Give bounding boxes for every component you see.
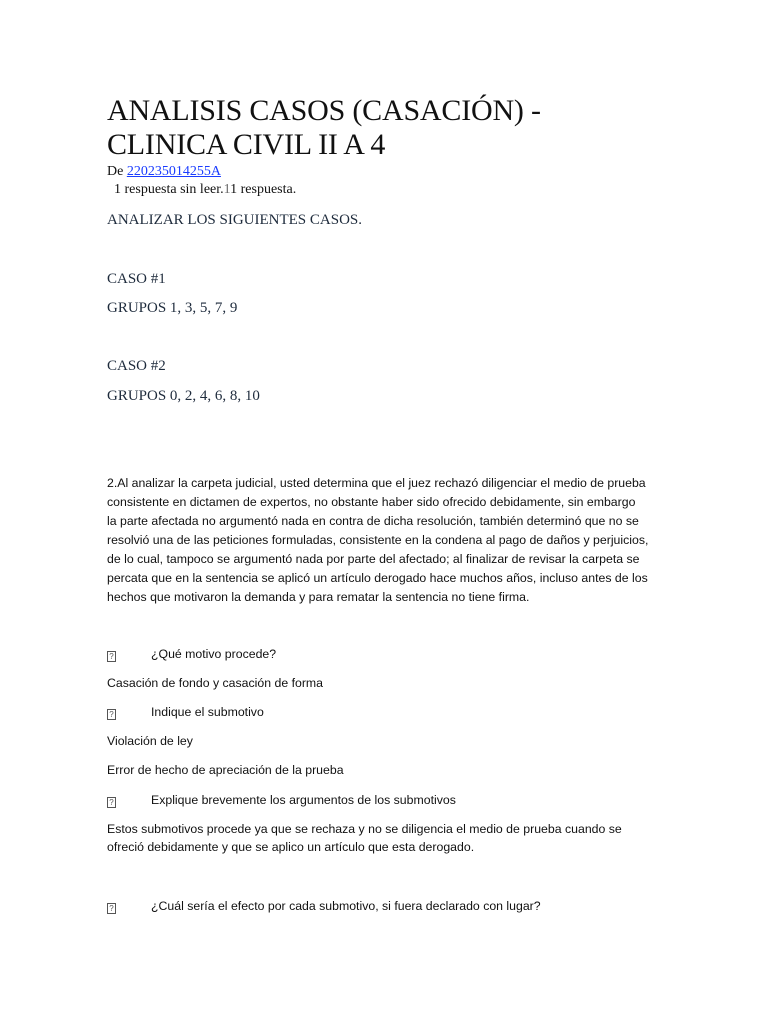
question-2-text: Indique el submotivo [151, 705, 264, 719]
case-paragraph [107, 474, 667, 607]
answer-2-item-2: Error de hecho de apreciación de la prueba [107, 763, 344, 777]
paragraph-line: resolvió una de las peticiones formuladas, consistente en la condena al pago de daños y perjuicios, [107, 533, 649, 547]
question-1 [107, 647, 277, 662]
instruction-text: ANALIZAR LOS SIGUIENTES CASOS. [107, 212, 363, 228]
unread-text: 1 respuesta sin leer. [114, 182, 224, 197]
paragraph-line: hechos que motivaron la demanda y para rematar la sentencia no tiene firma. [107, 590, 530, 604]
unread-count: 1 [223, 182, 231, 197]
question-3 [107, 793, 456, 808]
bullet-icon: ? [107, 903, 116, 914]
question-2 [107, 705, 264, 720]
question-3-text: Explique brevemente los argumentos de los submotivos [151, 793, 456, 807]
byline-prefix: De [107, 164, 124, 179]
bullet-icon: ? [107, 709, 116, 720]
case-2-groups: GRUPOS 0, 2, 4, 6, 8, 10 [107, 388, 260, 404]
answer-3-line-2: ofreció debidamente y que se aplico un artículo que esta derogado. [107, 840, 475, 854]
document-title-line-1: ANALISIS CASOS (CASACIÓN) - [107, 94, 541, 127]
paragraph-line: la parte afectada no argumentó nada en contra de dicha resolución, también determinó que no se [107, 514, 639, 528]
answer-3-line-1: Estos submotivos procede ya que se rechaza y no se diligencia el medio de prueba cuando se [107, 822, 622, 836]
paragraph-line: de lo cual, tampoco se argumentó nada por parte del afectado; al finalizar de revisar la carpeta se [107, 552, 640, 566]
question-1-text: ¿Qué motivo procede? [151, 647, 277, 661]
case-1-groups: GRUPOS 1, 3, 5, 7, 9 [107, 300, 238, 316]
question-4 [107, 899, 541, 914]
paragraph-line: percata que en la sentencia se aplicó un artículo derogado hace muchos años, incluso antes de los [107, 571, 648, 585]
case-2-label: CASO #2 [107, 358, 166, 374]
paragraph-line: 2.Al analizar la carpeta judicial, usted determina que el juez rechazó diligenciar el medio de prueba [107, 476, 646, 490]
author-link[interactable]: 220235014255A [126, 164, 221, 179]
case-1-label: CASO #1 [107, 271, 166, 287]
answer-1: Casación de fondo y casación de forma [107, 676, 324, 690]
paragraph-line: consistente en dictamen de expertos, no obstante haber sido ofrecido debidamente, sin embargo [107, 495, 636, 509]
answer-2-item-1: Violación de ley [107, 734, 193, 748]
bullet-icon: ? [107, 651, 116, 662]
bullet-icon: ? [107, 797, 116, 808]
document-title-line-2: CLINICA CIVIL II A 4 [107, 128, 386, 161]
byline [107, 164, 221, 180]
reply-count-text: 1 respuesta. [230, 182, 297, 197]
question-4-text: ¿Cuál sería el efecto por cada submotivo, si fuera declarado con lugar? [151, 899, 541, 913]
reply-status [114, 182, 296, 198]
